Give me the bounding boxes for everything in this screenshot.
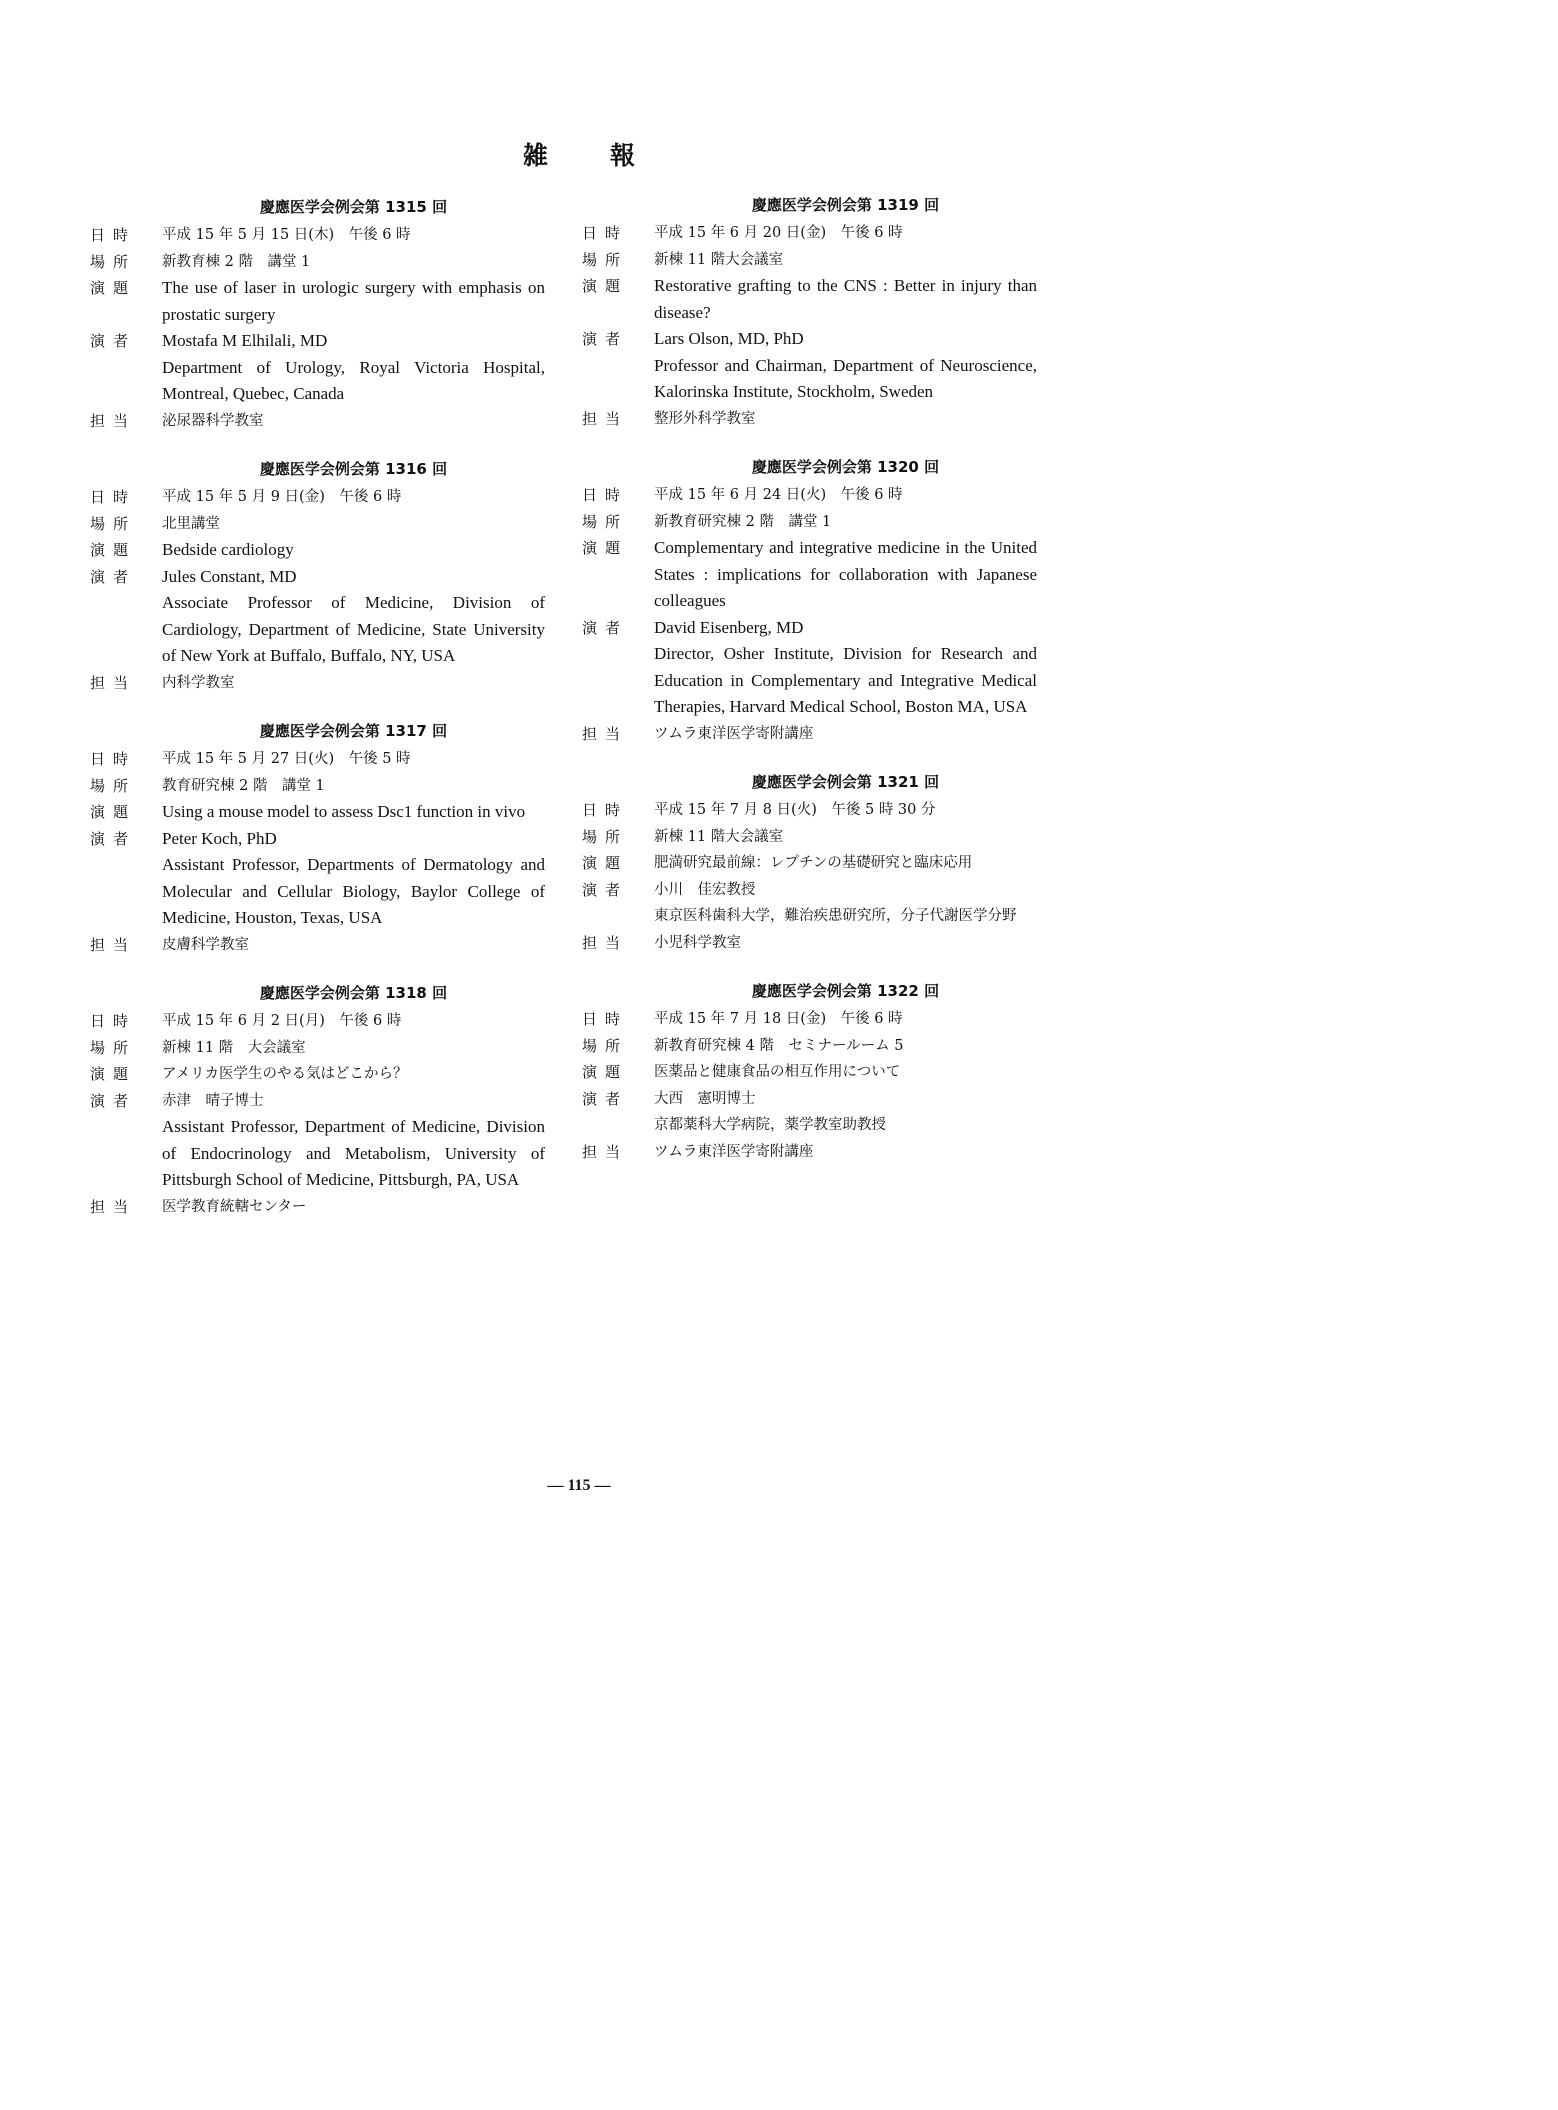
- meeting-title: 慶應医学会例会第 1319 回: [751, 196, 940, 214]
- speaker-name: David Eisenberg, MD: [654, 617, 804, 637]
- place-label: 場所: [90, 776, 137, 795]
- speaker-affiliation: Associate Professor of Medicine, Division of Cardiology, Department of Medicine, State University of New York at Buffalo, Buffalo, NY, USA: [162, 593, 545, 665]
- date-value: 平成 15 年 5 月 15 日(木) 午後 6 時: [162, 227, 411, 243]
- topic-row: [582, 535, 1037, 615]
- topic-row: [582, 850, 1037, 877]
- speaker-name: Peter Koch, PhD: [162, 828, 277, 848]
- topic-row: [90, 1061, 545, 1088]
- speaker-name: 小川 佳宏教授: [654, 881, 756, 898]
- date-value: 平成 15 年 7 月 8 日(火) 午後 5 時 30 分: [654, 802, 936, 818]
- speaker-row: [90, 826, 545, 932]
- place-value: 北里講堂: [162, 515, 220, 532]
- speaker-label: 演者: [582, 880, 629, 899]
- place-value: 教育研究棟 2 階 講堂 1: [162, 777, 325, 794]
- speaker-row: [582, 326, 1037, 406]
- speaker-label: 演者: [90, 829, 137, 848]
- date-value: 平成 15 年 6 月 2 日(月) 午後 6 時: [162, 1013, 402, 1029]
- place-label: 場所: [582, 827, 629, 846]
- topic-label: 演題: [582, 277, 629, 295]
- meeting-1320: [582, 456, 1037, 747]
- speaker-name: 赤津 晴子博士: [162, 1092, 264, 1109]
- page-title: 雑報: [522, 141, 697, 170]
- date-row: [582, 797, 1037, 824]
- topic-value: Bedside cardiology: [162, 540, 294, 559]
- topic-value: Complementary and integrative medicine in the United States : implications for collaboration with Japanese colleagues: [654, 538, 1037, 610]
- topic-label: 演題: [90, 803, 137, 821]
- date-value: 平成 15 年 5 月 27 日(火) 午後 5 時: [162, 751, 411, 767]
- date-value: 平成 15 年 5 月 9 日(金) 午後 6 時: [162, 489, 402, 505]
- meeting-title: 慶應医学会例会第 1318 回: [259, 984, 448, 1002]
- place-row: [582, 247, 1037, 274]
- topic-row: [582, 273, 1037, 326]
- date-label: 日時: [90, 1012, 137, 1030]
- date-row: [582, 1006, 1037, 1033]
- page-number: — 115 —: [547, 1477, 611, 1494]
- charge-value: 医学教育統轄センター: [162, 1198, 307, 1215]
- speaker-label: 演者: [90, 567, 137, 586]
- charge-label: 担当: [582, 1142, 629, 1161]
- meeting-1321: [582, 771, 1037, 956]
- charge-label: 担当: [582, 933, 629, 952]
- date-row: [90, 1008, 545, 1035]
- place-label: 場所: [582, 1036, 629, 1055]
- meeting-1319: [582, 194, 1037, 432]
- topic-label: 演題: [582, 539, 629, 557]
- date-value: 平成 15 年 6 月 24 日(火) 午後 6 時: [654, 487, 903, 503]
- meeting-title: 慶應医学会例会第 1320 回: [751, 458, 940, 476]
- charge-value: 内科学教室: [162, 674, 235, 691]
- place-value: 新教育研究棟 2 階 講堂 1: [654, 513, 832, 530]
- speaker-row: [90, 564, 545, 670]
- topic-label: 演題: [582, 854, 629, 872]
- topic-value: アメリカ医学生のやる気はどこから？: [162, 1066, 408, 1082]
- charge-label: 担当: [90, 935, 137, 954]
- speaker-name: Mostafa M Elhilali, MD: [162, 331, 328, 350]
- topic-label: 演題: [90, 1065, 137, 1083]
- meeting-title: 慶應医学会例会第 1321 回: [751, 773, 940, 791]
- place-value: 新棟 11 階 大会議室: [162, 1039, 306, 1056]
- charge-row: [582, 406, 1037, 433]
- speaker-name: Lars Olson, MD, PhD: [654, 329, 804, 348]
- topic-value: 肥満研究最前線：レプチンの基礎研究と臨床応用: [654, 855, 973, 871]
- place-row: [90, 1035, 545, 1062]
- charge-value: 皮膚科学教室: [162, 936, 249, 953]
- charge-row: [90, 932, 545, 959]
- speaker-affiliation: Professor and Chairman, Department of Neuroscience, Kalorinska Institute, Stockholm, Sweden: [654, 355, 1037, 401]
- place-label: 場所: [90, 514, 137, 533]
- speaker-affiliation: Director, Osher Institute, Division for Research and Education in Complementary and Integrative Medical Therapies, Harvard Medical School, Boston MA, USA: [654, 644, 1037, 716]
- topic-label: 演題: [582, 1063, 629, 1081]
- place-value: 新棟 11 階大会議室: [654, 251, 784, 268]
- charge-label: 担当: [582, 409, 629, 428]
- meeting-1318: [90, 982, 545, 1220]
- charge-row: [582, 721, 1037, 748]
- meeting-title: 慶應医学会例会第 1317 回: [259, 722, 448, 740]
- charge-value: 小児科学教室: [654, 934, 741, 951]
- charge-value: 泌尿器科学教室: [162, 412, 264, 429]
- topic-row: [90, 799, 545, 826]
- date-row: [90, 484, 545, 511]
- topic-row: [90, 275, 545, 328]
- speaker-label: 演者: [582, 330, 629, 348]
- date-label: 日時: [582, 224, 629, 242]
- place-label: 場所: [582, 250, 629, 269]
- speaker-label: 演者: [582, 1089, 629, 1108]
- date-label: 日時: [90, 488, 137, 506]
- charge-row: [90, 1194, 545, 1221]
- charge-value: ツムラ東洋医学寄附講座: [654, 725, 814, 742]
- date-value: 平成 15 年 7 月 18 日(金) 午後 6 時: [654, 1011, 903, 1027]
- speaker-row: [90, 1088, 545, 1194]
- meeting-1317: [90, 720, 545, 958]
- meeting-title: 慶應医学会例会第 1316 回: [259, 460, 448, 478]
- place-label: 場所: [582, 512, 629, 531]
- date-label: 日時: [90, 750, 137, 768]
- charge-row: [582, 930, 1037, 957]
- topic-label: 演題: [90, 279, 137, 297]
- meeting-1316: [90, 458, 545, 696]
- date-label: 日時: [582, 1010, 629, 1028]
- charge-value: ツムラ東洋医学寄附講座: [654, 1143, 814, 1160]
- date-label: 日時: [582, 801, 629, 819]
- speaker-label: 演者: [90, 332, 137, 350]
- topic-value: 医薬品と健康食品の相互作用について: [654, 1064, 901, 1080]
- speaker-name: Jules Constant, MD: [162, 566, 297, 586]
- speaker-row: [582, 877, 1037, 930]
- topic-value: The use of laser in urologic surgery with emphasis on prostatic surgery: [162, 278, 545, 324]
- speaker-affiliation: Assistant Professor, Departments of Dermatology and Molecular and Cellular Biology, Baylor College of Medicine, Houston, Texas, USA: [162, 855, 545, 927]
- topic-label: 演題: [90, 541, 137, 559]
- charge-label: 担当: [90, 1197, 137, 1216]
- right-column: [582, 194, 1037, 1189]
- place-value: 新棟 11 階大会議室: [654, 828, 784, 845]
- left-column: [90, 196, 545, 1244]
- charge-row: [90, 670, 545, 697]
- place-row: [90, 773, 545, 800]
- topic-row: [90, 537, 545, 564]
- date-label: 日時: [582, 486, 629, 504]
- speaker-name: 大西 憲明博士: [654, 1090, 756, 1107]
- speaker-row: [90, 328, 545, 408]
- meeting-1322: [582, 980, 1037, 1165]
- place-row: [582, 824, 1037, 851]
- date-value: 平成 15 年 6 月 20 日(金) 午後 6 時: [654, 225, 903, 241]
- topic-value: Restorative grafting to the CNS : Better in injury than disease?: [654, 276, 1037, 322]
- charge-label: 担当: [582, 724, 629, 743]
- place-row: [582, 509, 1037, 536]
- charge-value: 整形外科学教室: [654, 410, 756, 427]
- charge-row: [582, 1139, 1037, 1166]
- topic-value: Using a mouse model to assess Dsc1 function in vivo: [162, 802, 526, 821]
- speaker-affiliation: Assistant Professor, Department of Medicine, Division of Endocrinology and Metabolism, University of Pittsburgh School of Medicine, Pittsburgh, PA, USA: [162, 1117, 545, 1189]
- place-value: 新教育棟 2 階 講堂 1: [162, 253, 311, 270]
- topic-row: [582, 1059, 1037, 1086]
- date-row: [90, 746, 545, 773]
- speaker-affiliation: 東京医科歯科大学，難治疾患研究所，分子代謝医学分野: [654, 908, 1017, 924]
- place-label: 場所: [90, 1038, 137, 1057]
- speaker-label: 演者: [90, 1091, 137, 1110]
- date-row: [90, 222, 545, 249]
- place-row: [90, 249, 545, 276]
- meeting-title: 慶應医学会例会第 1322 回: [751, 982, 940, 1000]
- date-row: [582, 220, 1037, 247]
- place-row: [582, 1033, 1037, 1060]
- charge-label: 担当: [90, 411, 137, 430]
- speaker-affiliation: 京都薬科大学病院，薬学教室助教授: [654, 1117, 886, 1133]
- date-label: 日時: [90, 226, 137, 244]
- place-row: [90, 511, 545, 538]
- charge-label: 担当: [90, 673, 137, 692]
- speaker-row: [582, 1086, 1037, 1139]
- speaker-affiliation: Department of Urology, Royal Victoria Hospital, Montreal, Quebec, Canada: [162, 357, 545, 403]
- charge-row: [90, 408, 545, 435]
- meeting-1315: [90, 196, 545, 434]
- meeting-title: 慶應医学会例会第 1315 回: [259, 198, 448, 216]
- date-row: [582, 482, 1037, 509]
- speaker-label: 演者: [582, 618, 629, 637]
- place-label: 場所: [90, 252, 137, 271]
- place-value: 新教育研究棟 4 階 セミナールーム 5: [654, 1037, 904, 1054]
- speaker-row: [582, 615, 1037, 721]
